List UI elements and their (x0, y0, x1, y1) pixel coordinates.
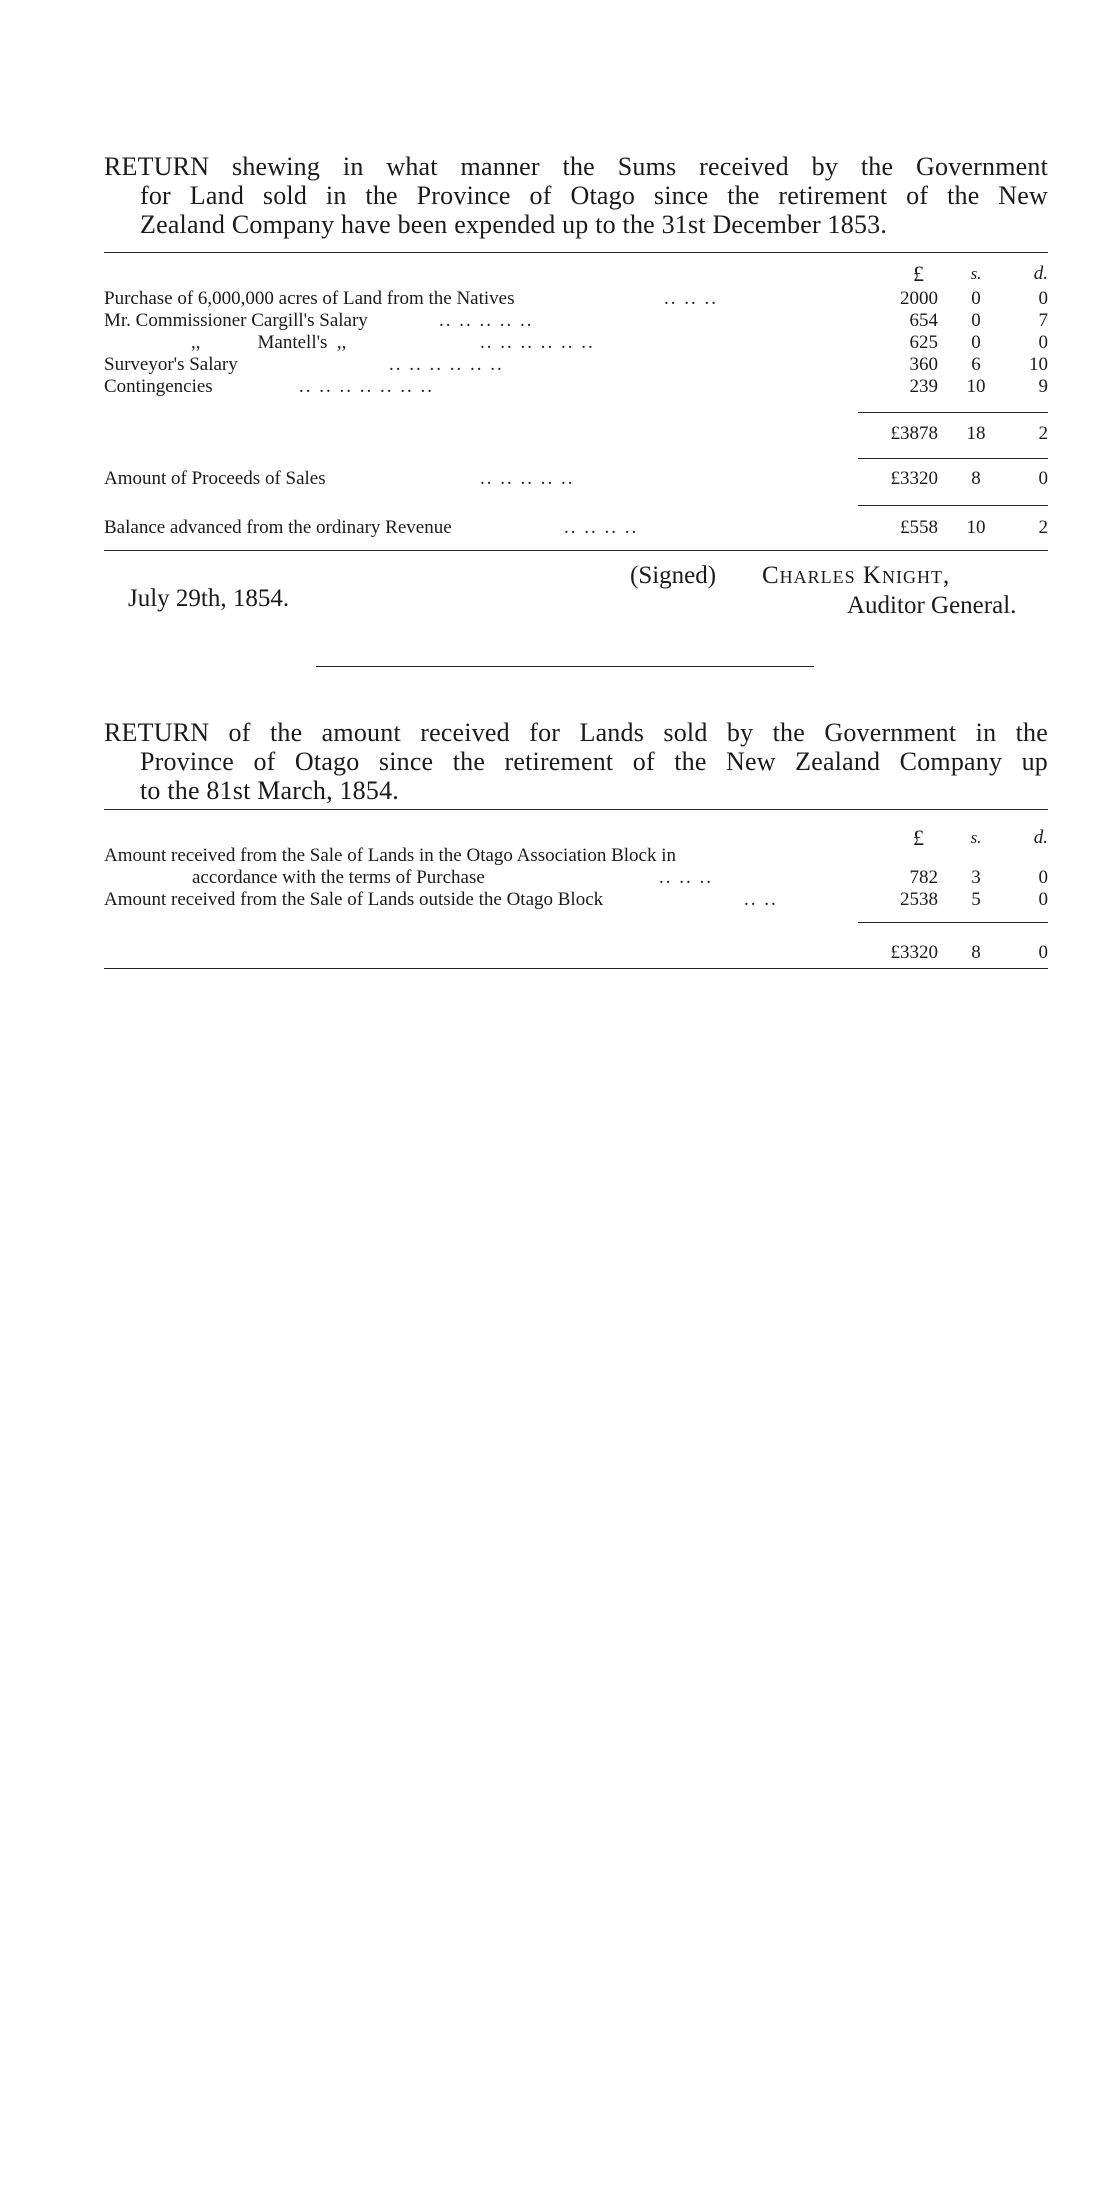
item-pounds: 239 (909, 376, 938, 397)
item-shillings: 0 (971, 310, 981, 331)
item-shillings: 0 (971, 332, 981, 353)
return2-title-line: Province of Otago since the retirement of the New Zealand Company up (140, 747, 1048, 776)
leader-dots: .. .. .. .. .. .. .. (299, 376, 434, 397)
proceeds-label: Amount of Proceeds of Sales (104, 468, 326, 489)
table-row (104, 888, 1048, 912)
total-pence: 2 (1038, 423, 1048, 444)
return1-bottom-rule (104, 550, 1048, 551)
item-pence: 7 (1038, 310, 1048, 331)
leader-dots: .. .. .. .. .. .. (389, 354, 504, 375)
table-row (104, 844, 1048, 868)
signed-label: (Signed) (630, 562, 717, 589)
return2-top-rule (104, 809, 1048, 810)
return2-bottom-rule (104, 968, 1048, 969)
item-label: Contingencies (104, 376, 213, 397)
item-pounds: 2000 (900, 288, 938, 309)
item-pence: 9 (1038, 376, 1048, 397)
leader-dots: .. .. .. .. .. .. (480, 332, 595, 353)
proceeds-row (104, 467, 1048, 491)
return1-currency-header (104, 262, 1048, 286)
item-label: Mr. Commissioner Cargill's Salary (104, 310, 368, 331)
item-pounds: 782 (909, 867, 938, 888)
table-row (104, 331, 1048, 355)
table-row (104, 375, 1048, 399)
signatory-title: Auditor General. (847, 592, 1017, 619)
item-label: Amount received from the Sale of Lands outside the Otago Block (104, 889, 604, 910)
return2-title (104, 718, 1048, 805)
pence-header: d. (1033, 263, 1048, 284)
return1-title-line: RETURN shewing in what manner the Sums received by the Government (104, 152, 1048, 181)
item-pence: 0 (1038, 288, 1048, 309)
signature-date: July 29th, 1854. (128, 585, 290, 612)
table-row (104, 866, 1048, 890)
balance-pence: 2 (1038, 517, 1048, 538)
item-pounds: 360 (909, 354, 938, 375)
item-pence: 0 (1038, 889, 1048, 910)
item-label: Surveyor's Salary (104, 354, 238, 375)
subtotal-rule (858, 412, 1048, 413)
total-shillings: 18 (966, 423, 986, 444)
leader-dots: .. .. .. .. .. (480, 468, 575, 489)
item-shillings: 3 (971, 867, 981, 888)
proceeds-shillings: 8 (971, 468, 981, 489)
item-pence: 10 (1029, 354, 1048, 375)
item-pounds: 2538 (900, 889, 938, 910)
item-pounds: 654 (909, 310, 938, 331)
shillings-header: s. (970, 828, 982, 847)
item-shillings: 5 (971, 889, 981, 910)
leader-dots: .. .. .. .. (564, 517, 639, 538)
pounds-header: £ (913, 825, 924, 850)
item-shillings: 0 (971, 288, 981, 309)
return2-title-line: to the 81st March, 1854. (140, 776, 399, 805)
item-label: ,, Mantell's ,, (191, 332, 347, 353)
return2-total-row (104, 941, 1048, 965)
balance-rule (858, 505, 1048, 506)
pence-header: d. (1033, 827, 1048, 848)
table-row (104, 353, 1048, 377)
return2-title-line: RETURN of the amount received for Lands sold by the Government in the (104, 718, 1048, 747)
signatory-name: Charles Knight, (762, 562, 951, 589)
item-shillings: 10 (966, 376, 986, 397)
subtotal-rule (858, 922, 1048, 923)
balance-pounds: £558 (900, 517, 938, 538)
return1-title-line: for Land sold in the Province of Otago since the retirement of the New (140, 181, 1048, 210)
leader-dots: .. .. .. (664, 288, 718, 309)
item-pence: 0 (1038, 867, 1048, 888)
item-pounds: 625 (909, 332, 938, 353)
balance-shillings: 10 (966, 517, 986, 538)
shillings-header: s. (970, 264, 982, 283)
leader-dots: .. .. .. .. .. (439, 310, 534, 331)
total-underline-rule (858, 458, 1048, 459)
pounds-header: £ (913, 261, 924, 286)
table-row (104, 287, 1048, 311)
total-pounds: £3878 (890, 423, 938, 444)
total-shillings: 8 (971, 942, 981, 963)
balance-label: Balance advanced from the ordinary Revenue (104, 517, 452, 538)
section-divider (316, 666, 814, 667)
balance-row (104, 516, 1048, 540)
leader-dots: .. .. .. (659, 867, 713, 888)
total-pence: 0 (1038, 942, 1048, 963)
item-label: Purchase of 6,000,000 acres of Land from the Natives (104, 288, 515, 309)
return1-title-line: Zealand Company have been expended up to the 31st December 1853. (140, 210, 888, 239)
item-shillings: 6 (971, 354, 981, 375)
return1-title (104, 152, 1048, 239)
return1-top-rule (104, 252, 1048, 253)
leader-dots: .. .. (744, 889, 778, 910)
item-pence: 0 (1038, 332, 1048, 353)
table-row (104, 309, 1048, 333)
return1-total-row (104, 422, 1048, 446)
total-pounds: £3320 (890, 942, 938, 963)
proceeds-pence: 0 (1038, 468, 1048, 489)
proceeds-pounds: £3320 (890, 468, 938, 489)
item-label: Amount received from the Sale of Lands in the Otago Association Block in (104, 845, 676, 866)
item-label-continued: accordance with the terms of Purchase (192, 867, 485, 888)
